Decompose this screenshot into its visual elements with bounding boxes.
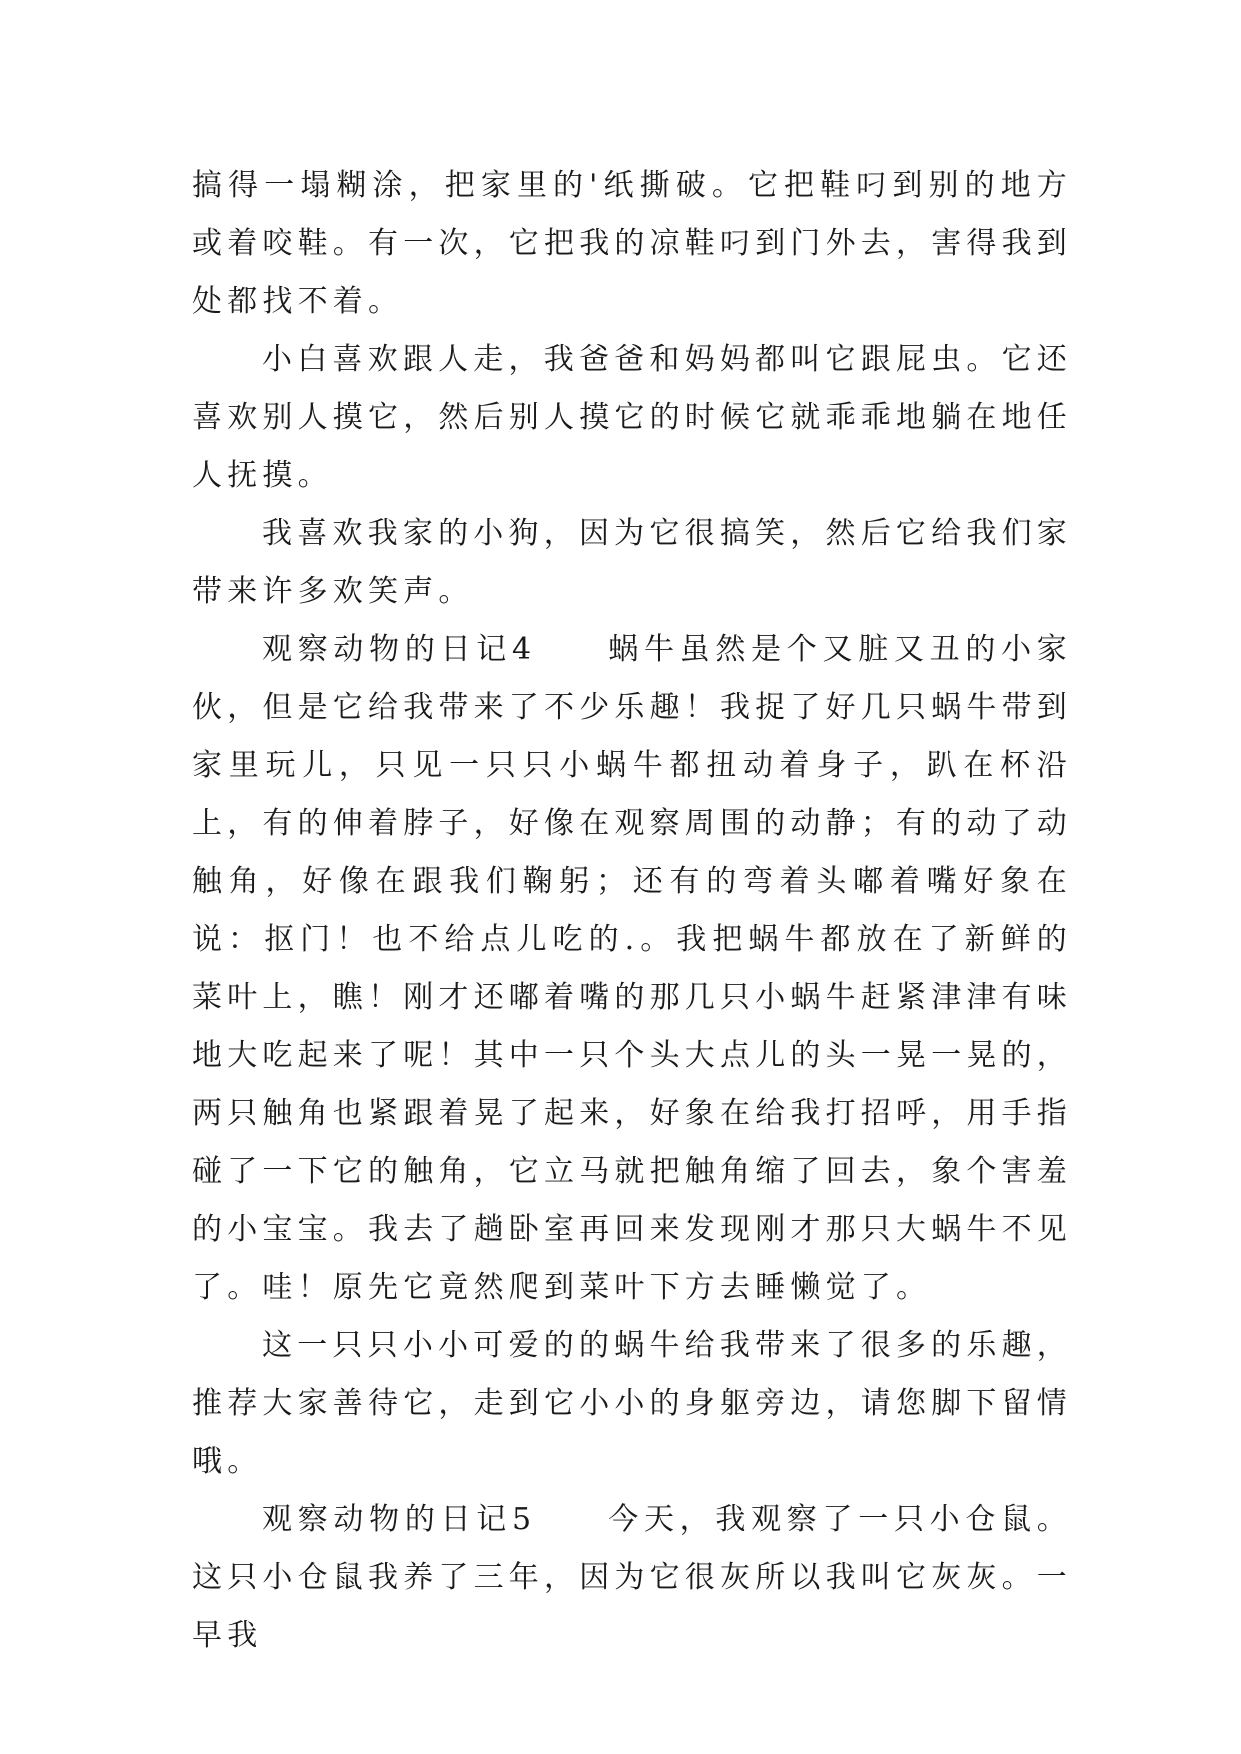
paragraph-1: 搞得一塌糊涂，把家里的'纸撕破。它把鞋叼到别的地方或着咬鞋。有一次，它把我的凉鞋叼到门外去，害得我到处都找不着。 bbox=[192, 168, 1072, 319]
paragraph-2: 小白喜欢跟人走，我爸爸和妈妈都叫它跟屁虫。它还喜欢别人摸它，然后别人摸它的时候它就乖乖地躺在地任人抚摸。 bbox=[192, 342, 1072, 493]
paragraph-4: 观察动物的日记4 蜗牛虽然是个又脏又丑的小家伙，但是它给我带来了不少乐趣！我捉了好几只蜗牛带到家里玩儿，只见一只只小蜗牛都扭动着身子，趴在杯沿上，有的伸着脖子，好像在观察周围的动静；有的动了动触角，好像在跟我们鞠躬；还有的弯着头嘟着嘴好象在说：抠门！也不给点儿吃的.。我把蜗牛都放在了新鲜的菜叶上，瞧！刚才还嘟着嘴的那几只小蜗牛赶紧津津有味地大吃起来了呢！其中一只个头大点儿的头一晃一晃的，两只触角也紧跟着晃了起来，好象在给我打招呼，用手指碰了一下它的触角，它立马就把触角缩了回去，象个害羞的小宝宝。我去了趟卧室再回来发现刚才那只大蜗牛不见了。哇！原先它竟然爬到菜叶下方去睡懒觉了。 bbox=[192, 632, 1072, 1305]
paragraph-6: 观察动物的日记5 今天，我观察了一只小仓鼠。这只小仓鼠我养了三年，因为它很灰所以我叫它灰灰。一早我 bbox=[192, 1502, 1072, 1653]
paragraph-3: 我喜欢我家的小狗，因为它很搞笑，然后它给我们家带来许多欢笑声。 bbox=[192, 516, 1072, 609]
paragraph-5: 这一只只小小可爱的的蜗牛给我带来了很多的乐趣，推荐大家善待它，走到它小小的身躯旁边，请您脚下留情哦。 bbox=[192, 1328, 1072, 1479]
document-body bbox=[192, 157, 1072, 1665]
